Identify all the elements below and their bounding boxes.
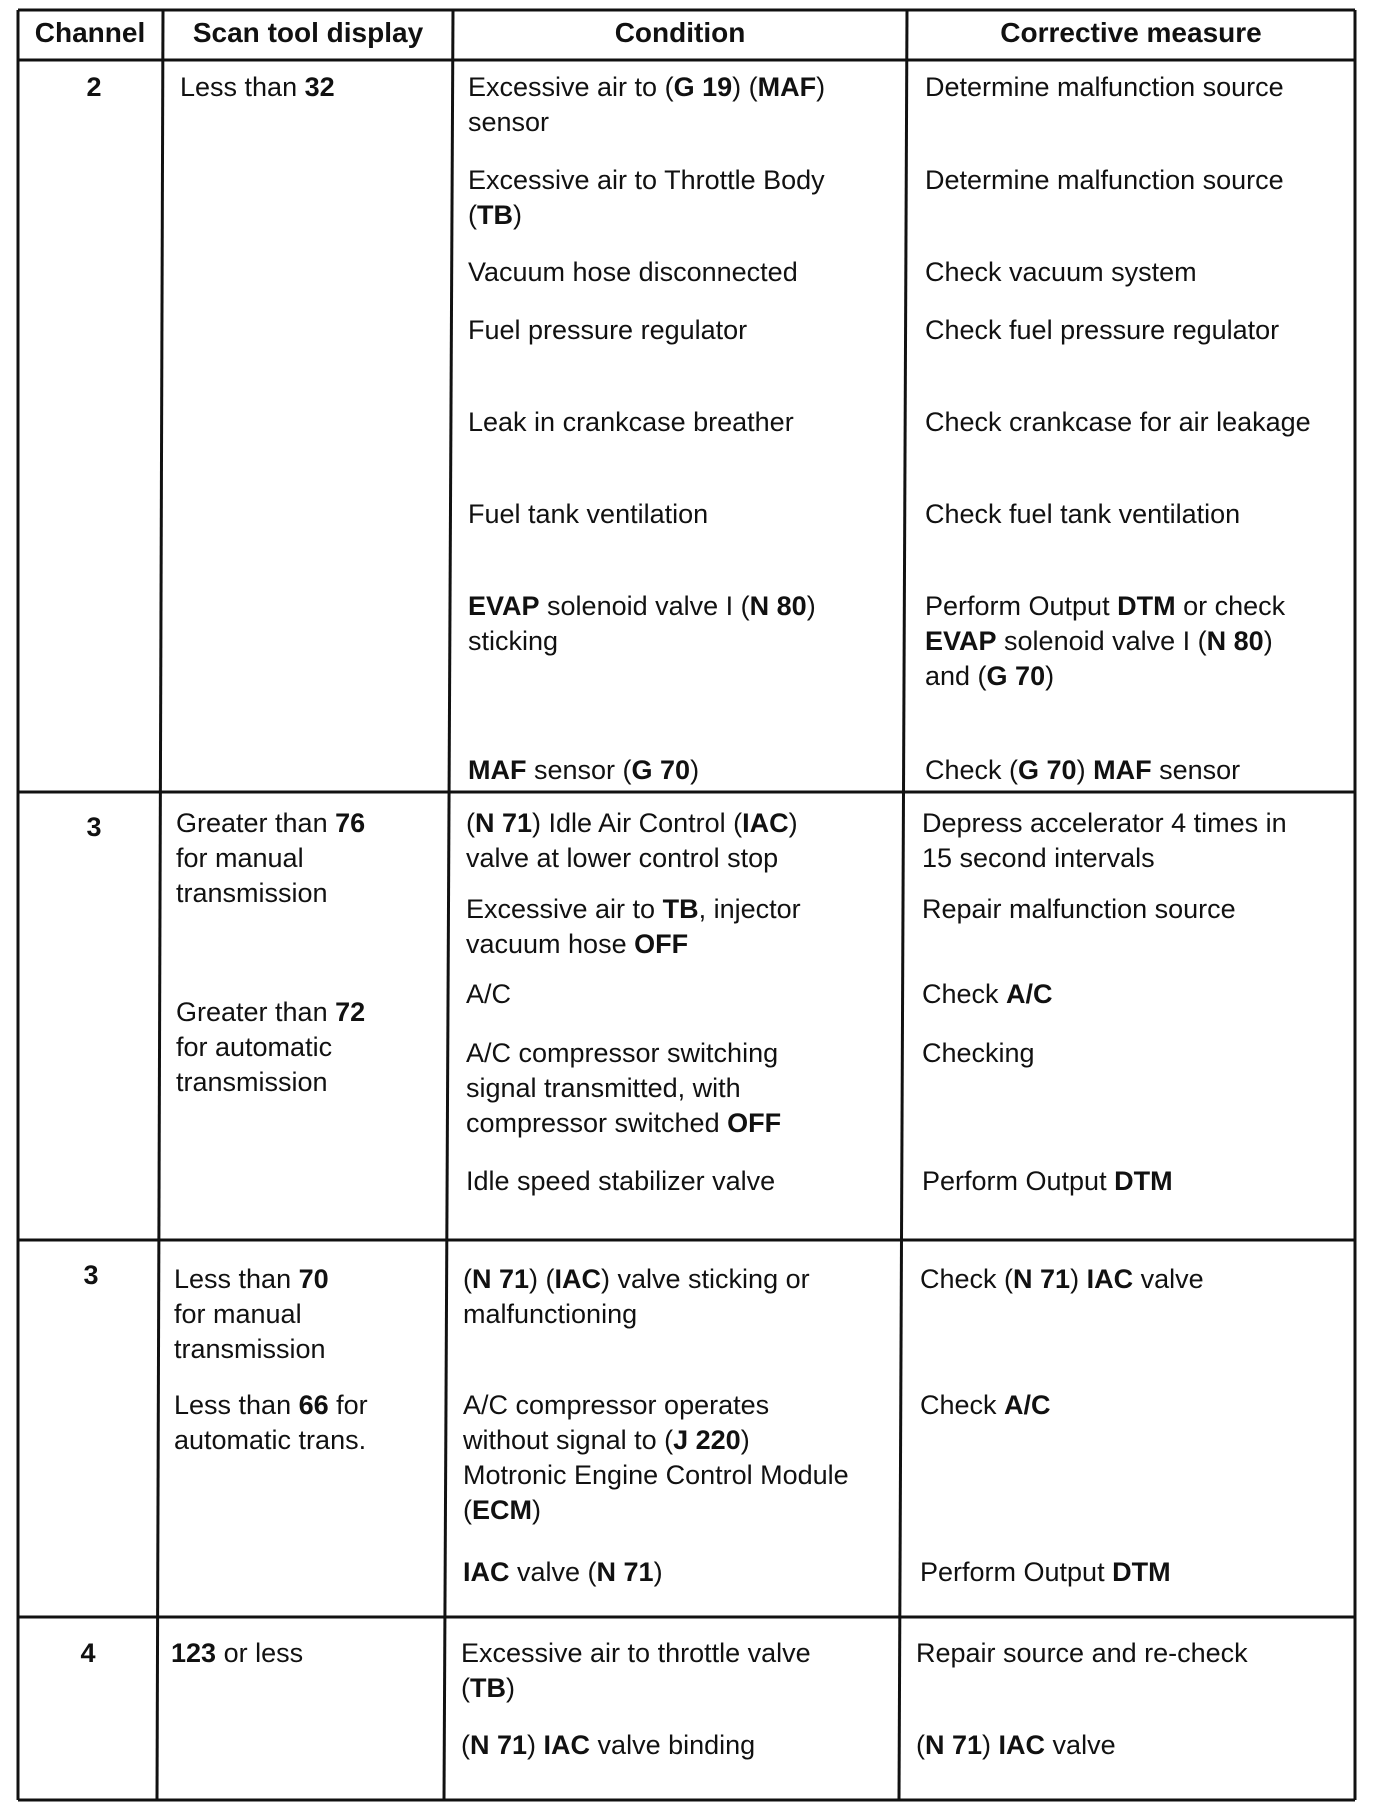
condition-line [463,1555,663,1590]
condition-line [468,624,558,659]
text-run: Check fuel tank ventilation [925,499,1241,529]
text-run: ) Idle Air Control ( [532,808,743,838]
bold-term: TB [662,894,699,924]
bold-term: MAF [1093,755,1152,785]
text-run: automatic trans. [174,1425,367,1455]
measure-line [925,497,1240,532]
measure-line [920,1262,1204,1297]
text-run: ( [916,1730,925,1760]
measure-line [920,1555,1171,1590]
bold-term: IAC [998,1730,1046,1760]
text-run: sensor [468,107,550,137]
header-scan-tool-display: Scan tool display [192,17,424,48]
text-run: Fuel tank ventilation [468,499,709,529]
bold-term: TB [470,1673,506,1703]
text-run: Fuel pressure regulator [468,315,748,345]
bold-term: N 71 [596,1557,654,1587]
text-run: malfunctioning [463,1299,638,1329]
text-run: ) valve sticking or [601,1264,810,1294]
bold-term: G 19 [673,72,733,102]
scan-display-line [171,1636,303,1671]
text-run: for manual [174,1299,302,1329]
scan-display-line [176,995,365,1030]
bold-term: IAC [742,808,789,838]
scan-display-line [176,806,365,841]
text-run: A/C compressor switching [466,1038,779,1068]
text-run: Check ( [925,755,1019,785]
text-run: Check vacuum system [925,257,1197,287]
condition-line [466,1036,778,1071]
text-run: ) [653,1557,663,1587]
text-run: Motronic Engine Control Module [463,1460,849,1490]
bold-term: N 71 [1013,1264,1071,1294]
text-run: Depress accelerator 4 times in [922,808,1287,838]
text-run: Check [920,1390,1005,1420]
channel-number: 3 [83,1260,99,1290]
text-run: sticking [468,626,559,656]
bold-term: IAC [543,1730,591,1760]
measure-line [922,892,1236,927]
text-run: for manual [176,843,304,873]
text-run: compressor switched [466,1108,728,1138]
bold-term: DTM [1117,591,1176,621]
bold-term: G 70 [631,755,691,785]
text-run: ) [506,1673,515,1703]
channel-number: 4 [80,1638,96,1668]
scan-display-line [176,1030,332,1065]
text-run: ) [740,1425,750,1455]
measure-line [925,405,1311,440]
measure-line [922,841,1155,876]
text-run: ( [468,200,477,230]
text-run: ) ( [732,72,758,102]
condition-line [468,198,522,233]
text-run: , injector [698,894,801,924]
bold-term: 76 [335,808,366,838]
condition-line [466,1106,781,1141]
measure-line [920,1388,1051,1423]
bold-term: 72 [335,997,366,1027]
condition-line [468,105,549,140]
text-run: Excessive air to ( [468,72,674,102]
text-run: ) [816,72,826,102]
condition-line [463,1458,849,1493]
text-run: ) [788,808,798,838]
channel-number: 3 [86,812,102,842]
condition-line [468,589,816,624]
bold-term: 123 [171,1638,217,1668]
text-run: Perform Output [920,1557,1113,1587]
condition-line [461,1636,811,1671]
text-run: Less than [180,72,305,102]
condition-line [463,1493,541,1528]
text-run: ( [463,1264,472,1294]
text-run: Greater than [176,997,336,1027]
bold-term: MAF [468,755,527,785]
bold-term: 66 [298,1390,329,1420]
text-run: Determine malfunction source [925,165,1284,195]
scan-display-line [174,1297,302,1332]
condition-line [466,977,511,1012]
bold-term: 32 [304,72,335,102]
text-run: valve ( [509,1557,597,1587]
condition-line [463,1297,637,1332]
text-run: Check ( [920,1264,1014,1294]
text-run: valve at lower control stop [466,843,779,873]
text-run: or check [1175,591,1286,621]
text-run: and ( [925,661,987,691]
text-run: ) [532,1495,541,1525]
bold-term: N 71 [472,1264,530,1294]
text-run: Check crankcase for air leakage [925,407,1311,437]
bold-term: J 220 [673,1425,741,1455]
scan-display-line [174,1262,329,1297]
text-run: transmission [176,878,328,908]
text-run: Checking [922,1038,1035,1068]
text-run: valve [1045,1730,1116,1760]
condition-line [468,70,825,105]
condition-line [466,841,778,876]
channel-number: 2 [86,72,102,102]
measure-line [925,70,1284,105]
text-run: ) [527,1730,544,1760]
condition-line [463,1423,750,1458]
bold-term: OFF [727,1108,782,1138]
text-run: A/C [466,979,512,1009]
bold-term: ECM [472,1495,532,1525]
scan-display-line [176,876,328,911]
text-run: Idle speed stabilizer valve [466,1166,776,1196]
measure-line [925,313,1279,348]
condition-line [468,753,699,788]
text-run: ( [461,1730,470,1760]
measure-line [916,1728,1116,1763]
bold-term: A/C [1004,1390,1051,1420]
measure-line [922,1036,1035,1071]
text-run: ( [466,808,475,838]
bold-term: G 70 [1018,755,1077,785]
text-run: Repair malfunction source [922,894,1236,924]
text-run: transmission [176,1067,328,1097]
header-corrective-measure: Corrective measure [1000,17,1262,48]
bold-term: N 80 [1206,626,1264,656]
bold-term: EVAP [468,591,540,621]
scan-display-line [174,1332,326,1367]
condition-line [466,1071,741,1106]
bold-term: IAC [1086,1264,1134,1294]
bold-term: N 80 [749,591,807,621]
scan-display-line [180,70,335,105]
text-run: without signal to ( [463,1425,674,1455]
text-run: ( [461,1673,470,1703]
measure-line [925,753,1240,788]
text-run: Vacuum hose disconnected [468,257,798,287]
text-run: Less than [174,1264,299,1294]
measure-line [922,1164,1173,1199]
text-run: ) ( [529,1264,555,1294]
bold-term: IAC [554,1264,602,1294]
condition-line [463,1388,769,1423]
scan-display-line [176,1065,328,1100]
bold-term: 70 [298,1264,329,1294]
scan-display-line [174,1423,366,1458]
measure-line [922,977,1053,1012]
condition-line [468,255,798,290]
header-condition: Condition [614,17,746,48]
measure-line [925,163,1284,198]
bold-term: A/C [1006,979,1053,1009]
measure-line [925,255,1197,290]
text-run: ) [690,755,700,785]
condition-line [468,497,708,532]
text-run: ) [1263,626,1273,656]
text-run: for automatic [176,1032,333,1062]
measure-line [925,624,1273,659]
condition-line [461,1671,515,1706]
text-run: transmission [174,1334,326,1364]
measure-line [925,659,1054,694]
text-run: solenoid valve I ( [996,626,1207,656]
bold-term: OFF [634,929,689,959]
measure-line [916,1636,1248,1671]
bold-term: MAF [757,72,817,102]
text-run: ) [982,1730,999,1760]
text-run: Excessive air to [466,894,663,924]
condition-line [466,806,798,841]
measure-line [922,806,1287,841]
header-channel: Channel [34,17,146,48]
bold-term: DTM [1114,1166,1173,1196]
text-run: vacuum hose [466,929,635,959]
text-run: Check [922,979,1007,1009]
text-run: valve binding [590,1730,756,1760]
measure-line [925,589,1285,624]
scan-display-line [176,841,304,876]
bold-term: N 71 [475,808,533,838]
text-run: Excessive air to Throttle Body [468,165,825,195]
text-run: Excessive air to throttle valve [461,1638,811,1668]
bold-term: EVAP [925,626,997,656]
text-run: ) [1076,755,1094,785]
text-run: Perform Output [922,1166,1115,1196]
text-run: sensor [1151,755,1241,785]
text-run: solenoid valve I ( [539,591,750,621]
condition-line [461,1728,755,1763]
bold-term: DTM [1112,1557,1171,1587]
text-run: ) [1045,661,1055,691]
text-run: Leak in crankcase breather [468,407,794,437]
scan-display-line [174,1388,368,1423]
condition-line [466,927,688,962]
text-run: Greater than [176,808,336,838]
condition-line [468,313,747,348]
text-run: sensor ( [526,755,632,785]
text-run: Determine malfunction source [925,72,1284,102]
text-run: ( [463,1495,472,1525]
condition-line [466,892,801,927]
condition-line [468,405,794,440]
text-run: Check fuel pressure regulator [925,315,1280,345]
text-run: valve [1133,1264,1204,1294]
bold-term: TB [477,200,513,230]
text-run: ) [513,200,522,230]
text-run: signal transmitted, with [466,1073,741,1103]
text-run: ) [806,591,816,621]
condition-line [468,163,825,198]
text-run: Less than [174,1390,299,1420]
bold-term: N 71 [470,1730,528,1760]
condition-line [466,1164,775,1199]
text-run: Perform Output [925,591,1118,621]
text-run: 15 second intervals [922,843,1155,873]
condition-line [463,1262,810,1297]
bold-term: N 71 [925,1730,983,1760]
bold-term: IAC [463,1557,510,1587]
text-run: for [328,1390,368,1420]
text-run: Repair source and re-check [916,1638,1248,1668]
text-run: or less [216,1638,304,1668]
bold-term: G 70 [986,661,1046,691]
text-run: A/C compressor operates [463,1390,770,1420]
text-run: ) [1070,1264,1087,1294]
